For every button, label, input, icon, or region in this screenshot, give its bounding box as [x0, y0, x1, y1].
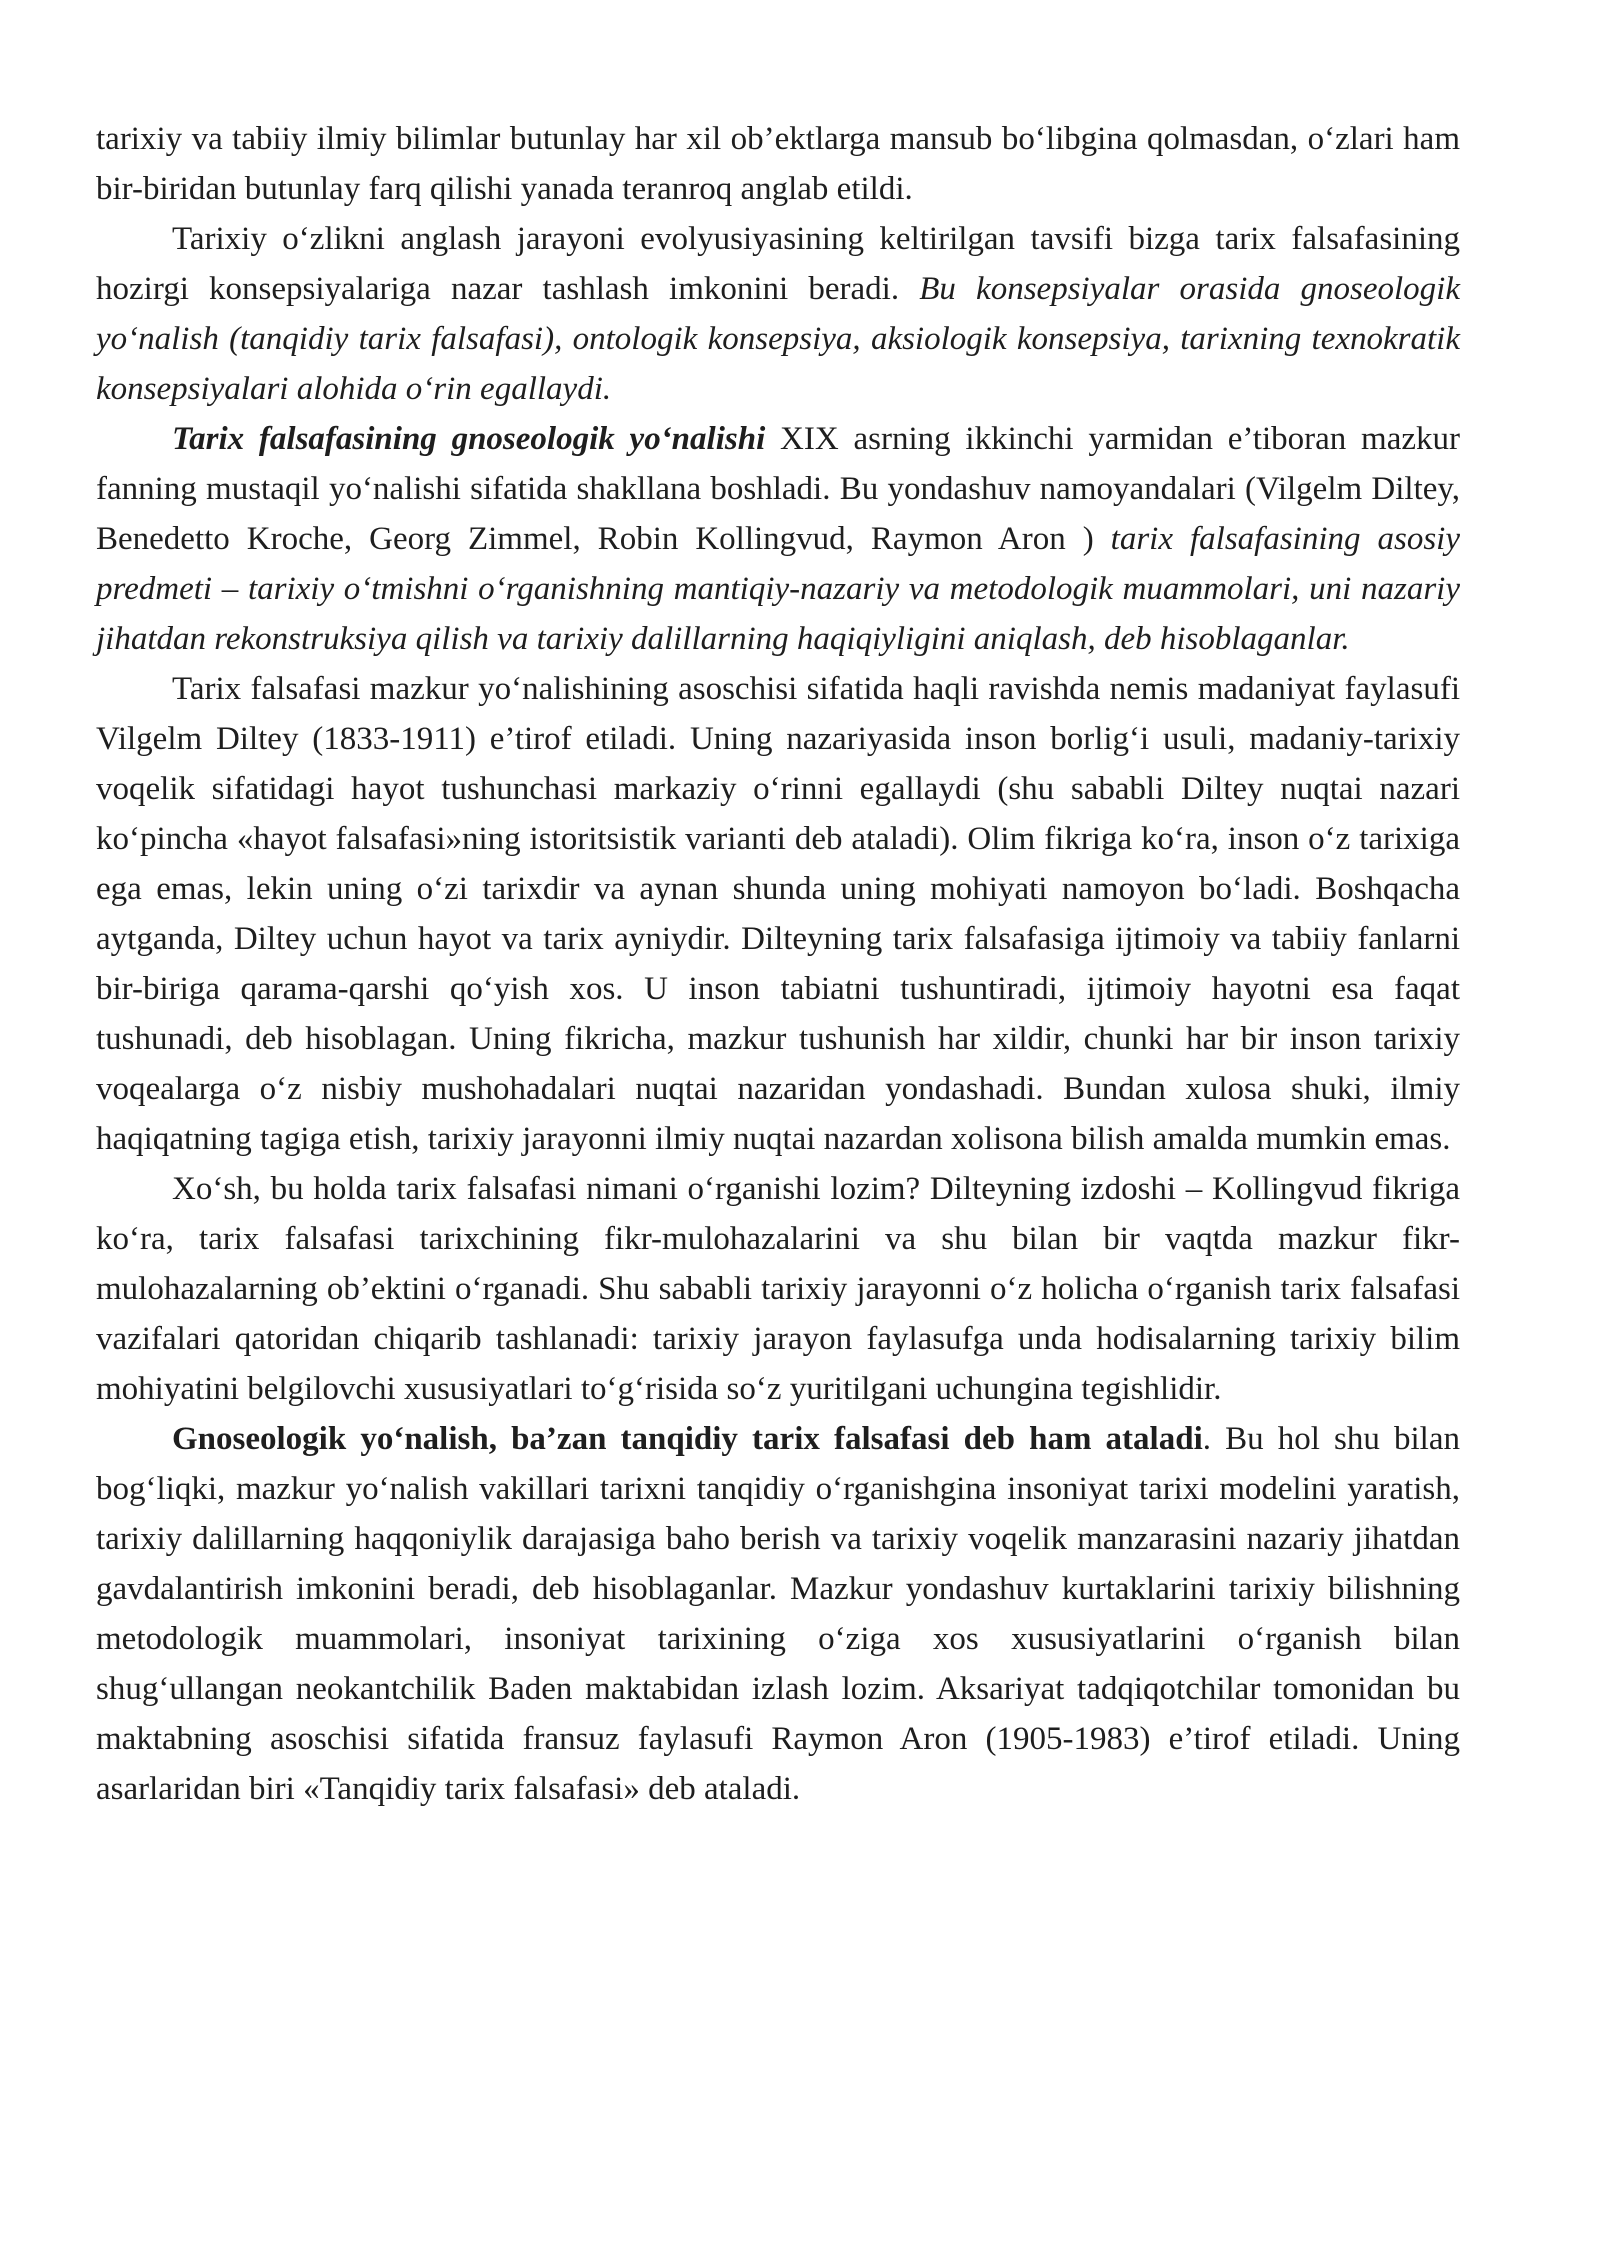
paragraph-6-text: . Bu hol shu bilan bog‘liqki, mazkur yo‘nalish vakillari tarixni tanqidiy o‘rganishgina insoniyat tarixi modelini yaratish, tarixiy dalillarning haqqoniylik darajasiga baho berish va tarixiy voqelik manzarasini nazariy jihatdan gavdalantirish imkonini beradi, deb hisoblaganlar. Mazkur yondashuv kurtaklarini tarixiy bilishning metodologik muammolari, insoniyat tarixining o‘ziga xos xususiyatlarini o‘rganish bilan shug‘ullangan neokantchilik Baden maktabidan izlash lozim. Aksariyat tadqiqotchilar tomonidan bu maktabning asoschisi sifatida fransuz faylasufi Raymon Aron (1905-1983) e’tirof etiladi. Uning asarlaridan biri «Tanqidiy tarix falsafasi» deb ataladi. [96, 1421, 1460, 1807]
paragraph-2-text: Tarixiy o‘zlikni anglash jarayoni evolyusiyasining keltirilgan tavsifi bizga tarix falsafasining hozirgi konsepsiyalariga nazar tashlash imkonini beradi. [96, 221, 1460, 307]
paragraph-5-text: Xo‘sh, bu holda tarix falsafasi nimani o‘rganishi lozim? Dilteyning izdoshi – Kollingvud fikriga ko‘ra, tarix falsafasi tarixchining fikr-mulohazalarini va shu bilan bir vaqtda mazkur fikr-mulohazalarning ob’ektini o‘rganadi. Shu sababli tarixiy jarayonni o‘z holicha o‘rganish tarix falsafasi vazifalari qatoridan chiqarib tashlanadi: tarixiy jarayon faylasufga unda hodisalarning tarixiy bilim mohiyatini belgilovchi xususiyatlari to‘g‘risida so‘z yuritilgani uchungina tegishlidir. [96, 1171, 1460, 1407]
document-page [96, 114, 1460, 1814]
paragraph-3-italic-text: tarix falsafasining asosiy predmeti – tarixiy o‘tmishni o‘rganishning mantiqiy-nazariy va metodologik muammolari, uni nazariy jihatdan rekonstruksiya qilish va tarixiy dalillarning haqiqiyligini aniqlash, deb hisoblaganlar. [96, 521, 1460, 657]
paragraph-2 [96, 214, 1460, 414]
paragraph-3-bold-italic-term: Tarix falsafasining gnoseologik yo‘nalishi [172, 421, 766, 457]
paragraph-4 [96, 664, 1460, 1164]
paragraph-6 [96, 1414, 1460, 1814]
paragraph-1-text: tarixiy va tabiiy ilmiy bilimlar butunlay har xil ob’ektlarga mansub bo‘libgina qolmasdan, o‘zlari ham bir-biridan butunlay farq qilishi yanada teranroq anglab etildi. [96, 121, 1460, 207]
paragraph-3-text: XIX asrning ikkinchi yarmidan e’tiboran mazkur fanning mustaqil yo‘nalishi sifatida shakllana boshladi. Bu yondashuv namoyandalari (Vilgelm Diltey, Benedetto Kroche, Georg Zimmel, Robin Kollingvud, Raymon Aron ) [96, 421, 1460, 557]
paragraph-4-text: Tarix falsafasi mazkur yo‘nalishining asoschisi sifatida haqli ravishda nemis madaniyat faylasufi Vilgelm Diltey (1833-1911) e’tirof etiladi. Uning nazariyasida inson borlig‘i usuli, madaniy-tarixiy voqelik sifatidagi hayot tushunchasi markaziy o‘rinni egallaydi (shu sababli Diltey nuqtai nazari ko‘pincha «hayot falsafasi»ning istoritsistik varianti deb ataladi). Olim fikriga ko‘ra, inson o‘z tarixiga ega emas, lekin uning o‘zi tarixdir va aynan shunda uning mohiyati namoyon bo‘ladi. Boshqacha aytganda, Diltey uchun hayot va tarix ayniydir. Dilteyning tarix falsafasiga ijtimoiy va tabiiy fanlarni bir-biriga qarama-qarshi qo‘yish xos. U inson tabiatni tushuntiradi, ijtimoiy hayotni esa faqat tushunadi, deb hisoblagan. Uning fikricha, mazkur tushunish har xildir, chunki har bir inson tarixiy voqealarga o‘z nisbiy mushohadalari nuqtai nazaridan yondashadi. Bundan xulosa shuki, ilmiy haqiqatning tagiga etish, tarixiy jarayonni ilmiy nuqtai nazardan xolisona bilish amalda mumkin emas. [96, 671, 1460, 1157]
paragraph-6-bold-term: Gnoseologik yo‘nalish, ba’zan tanqidiy tarix falsafasi deb ham ataladi [172, 1421, 1203, 1457]
paragraph-3 [96, 414, 1460, 664]
paragraph-1 [96, 114, 1460, 214]
paragraph-2-italic-text: Bu konsepsiyalar orasida gnoseologik yo‘nalish (tanqidiy tarix falsafasi), ontologik konsepsiya, aksiologik konsepsiya, tarixning texnokratik konsepsiyalari alohida o‘rin egallaydi. [96, 271, 1461, 407]
paragraph-5 [96, 1164, 1460, 1414]
